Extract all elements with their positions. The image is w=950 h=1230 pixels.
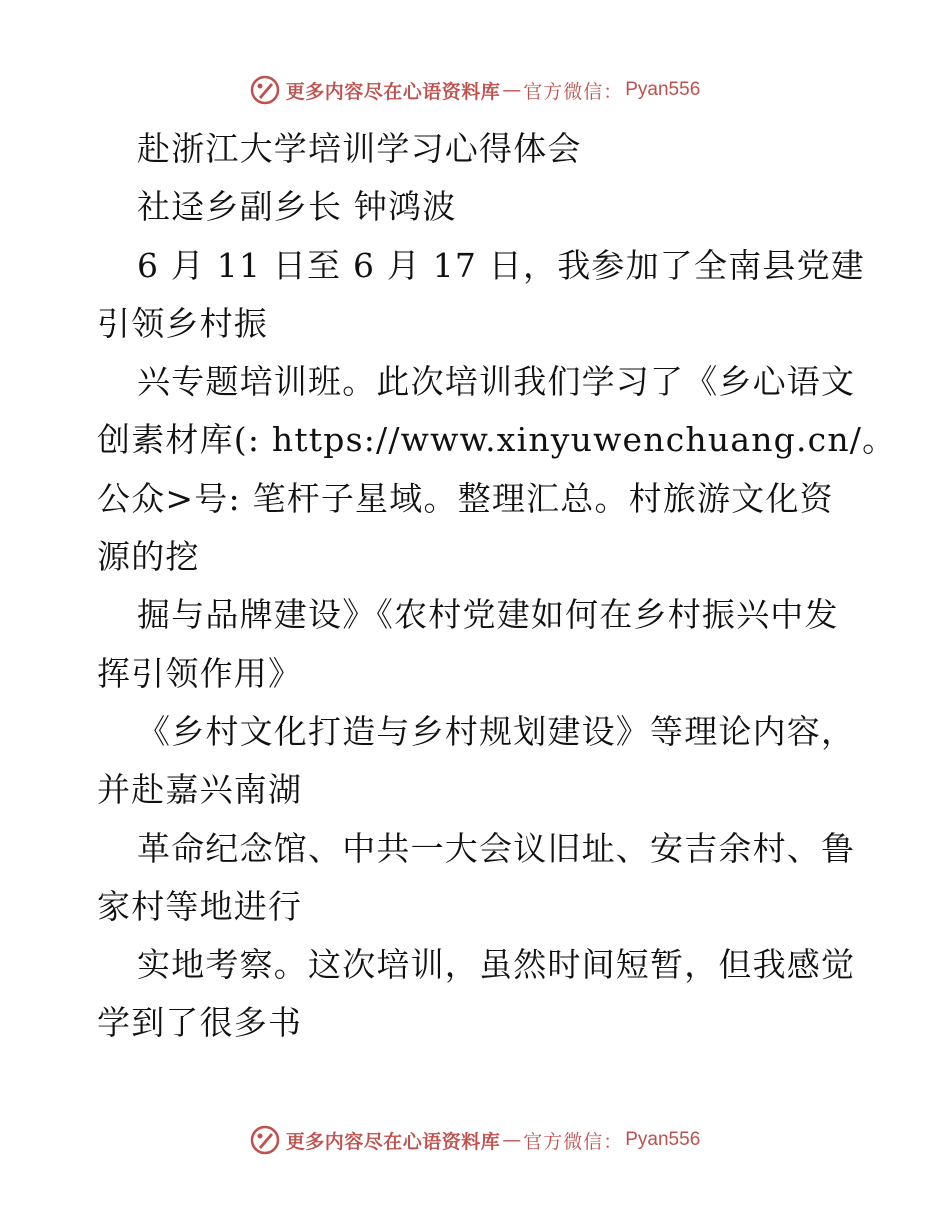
watermark-dash: — [502, 79, 522, 101]
watermark-sub-text: 官方微信： [523, 80, 624, 103]
paragraph-line: 6 月 11 日至 6 月 17 日，我参加了全南县党建 [137, 245, 866, 285]
paragraph-line: 掘与品牌建设》《农村党建如何在乡村振兴中发 [137, 595, 839, 635]
paragraph-line: 挥引领作用》 [97, 653, 303, 693]
footer-watermark [0, 1120, 950, 1160]
paragraph-line: 革命纪念馆、中共一大会议旧址、安吉余村、鲁 [137, 828, 856, 868]
paragraph-line: 兴专题培训班。此次培训我们学习了《乡心语文 [137, 362, 856, 402]
watermark-dash: — [502, 1129, 522, 1151]
paragraph-line: 《乡村文化打造与乡村规划建设》等理论内容， [137, 711, 856, 751]
paragraph-line: 并赴嘉兴南湖 [97, 770, 303, 810]
paragraph-line: 源的挖 [97, 537, 200, 577]
document-author: 社迳乡副乡长 钟鸿波 [137, 187, 457, 227]
document-body [97, 120, 897, 1053]
paragraph-line: 创素材库(: https://www.xinyuwenchuang.cn/。 [97, 420, 897, 460]
header-watermark [0, 70, 950, 110]
watermark-main-text: 更多内容尽在心语资料库 [285, 80, 501, 103]
document-title: 赴浙江大学培训学习心得体会 [137, 129, 582, 168]
watermark-wechat-id: Pyan556 [625, 1129, 701, 1150]
paragraph-line: 家村等地进行 [97, 886, 303, 926]
paragraph-line: 引领乡村振 [97, 303, 268, 343]
watermark-main-text: 更多内容尽在心语资料库 [285, 1130, 501, 1153]
watermark-sub-text: 官方微信： [523, 1130, 624, 1153]
watermark-wechat-id: Pyan556 [625, 79, 701, 100]
quill-logo-icon [250, 1125, 280, 1155]
paragraph-line: 学到了很多书 [97, 1003, 303, 1043]
paragraph-line: 公众>号: 笔杆子星域。整理汇总。村旅游文化资 [97, 478, 834, 518]
quill-logo-icon [250, 75, 280, 105]
paragraph-line: 实地考察。这次培训，虽然时间短暂，但我感觉 [137, 945, 856, 985]
